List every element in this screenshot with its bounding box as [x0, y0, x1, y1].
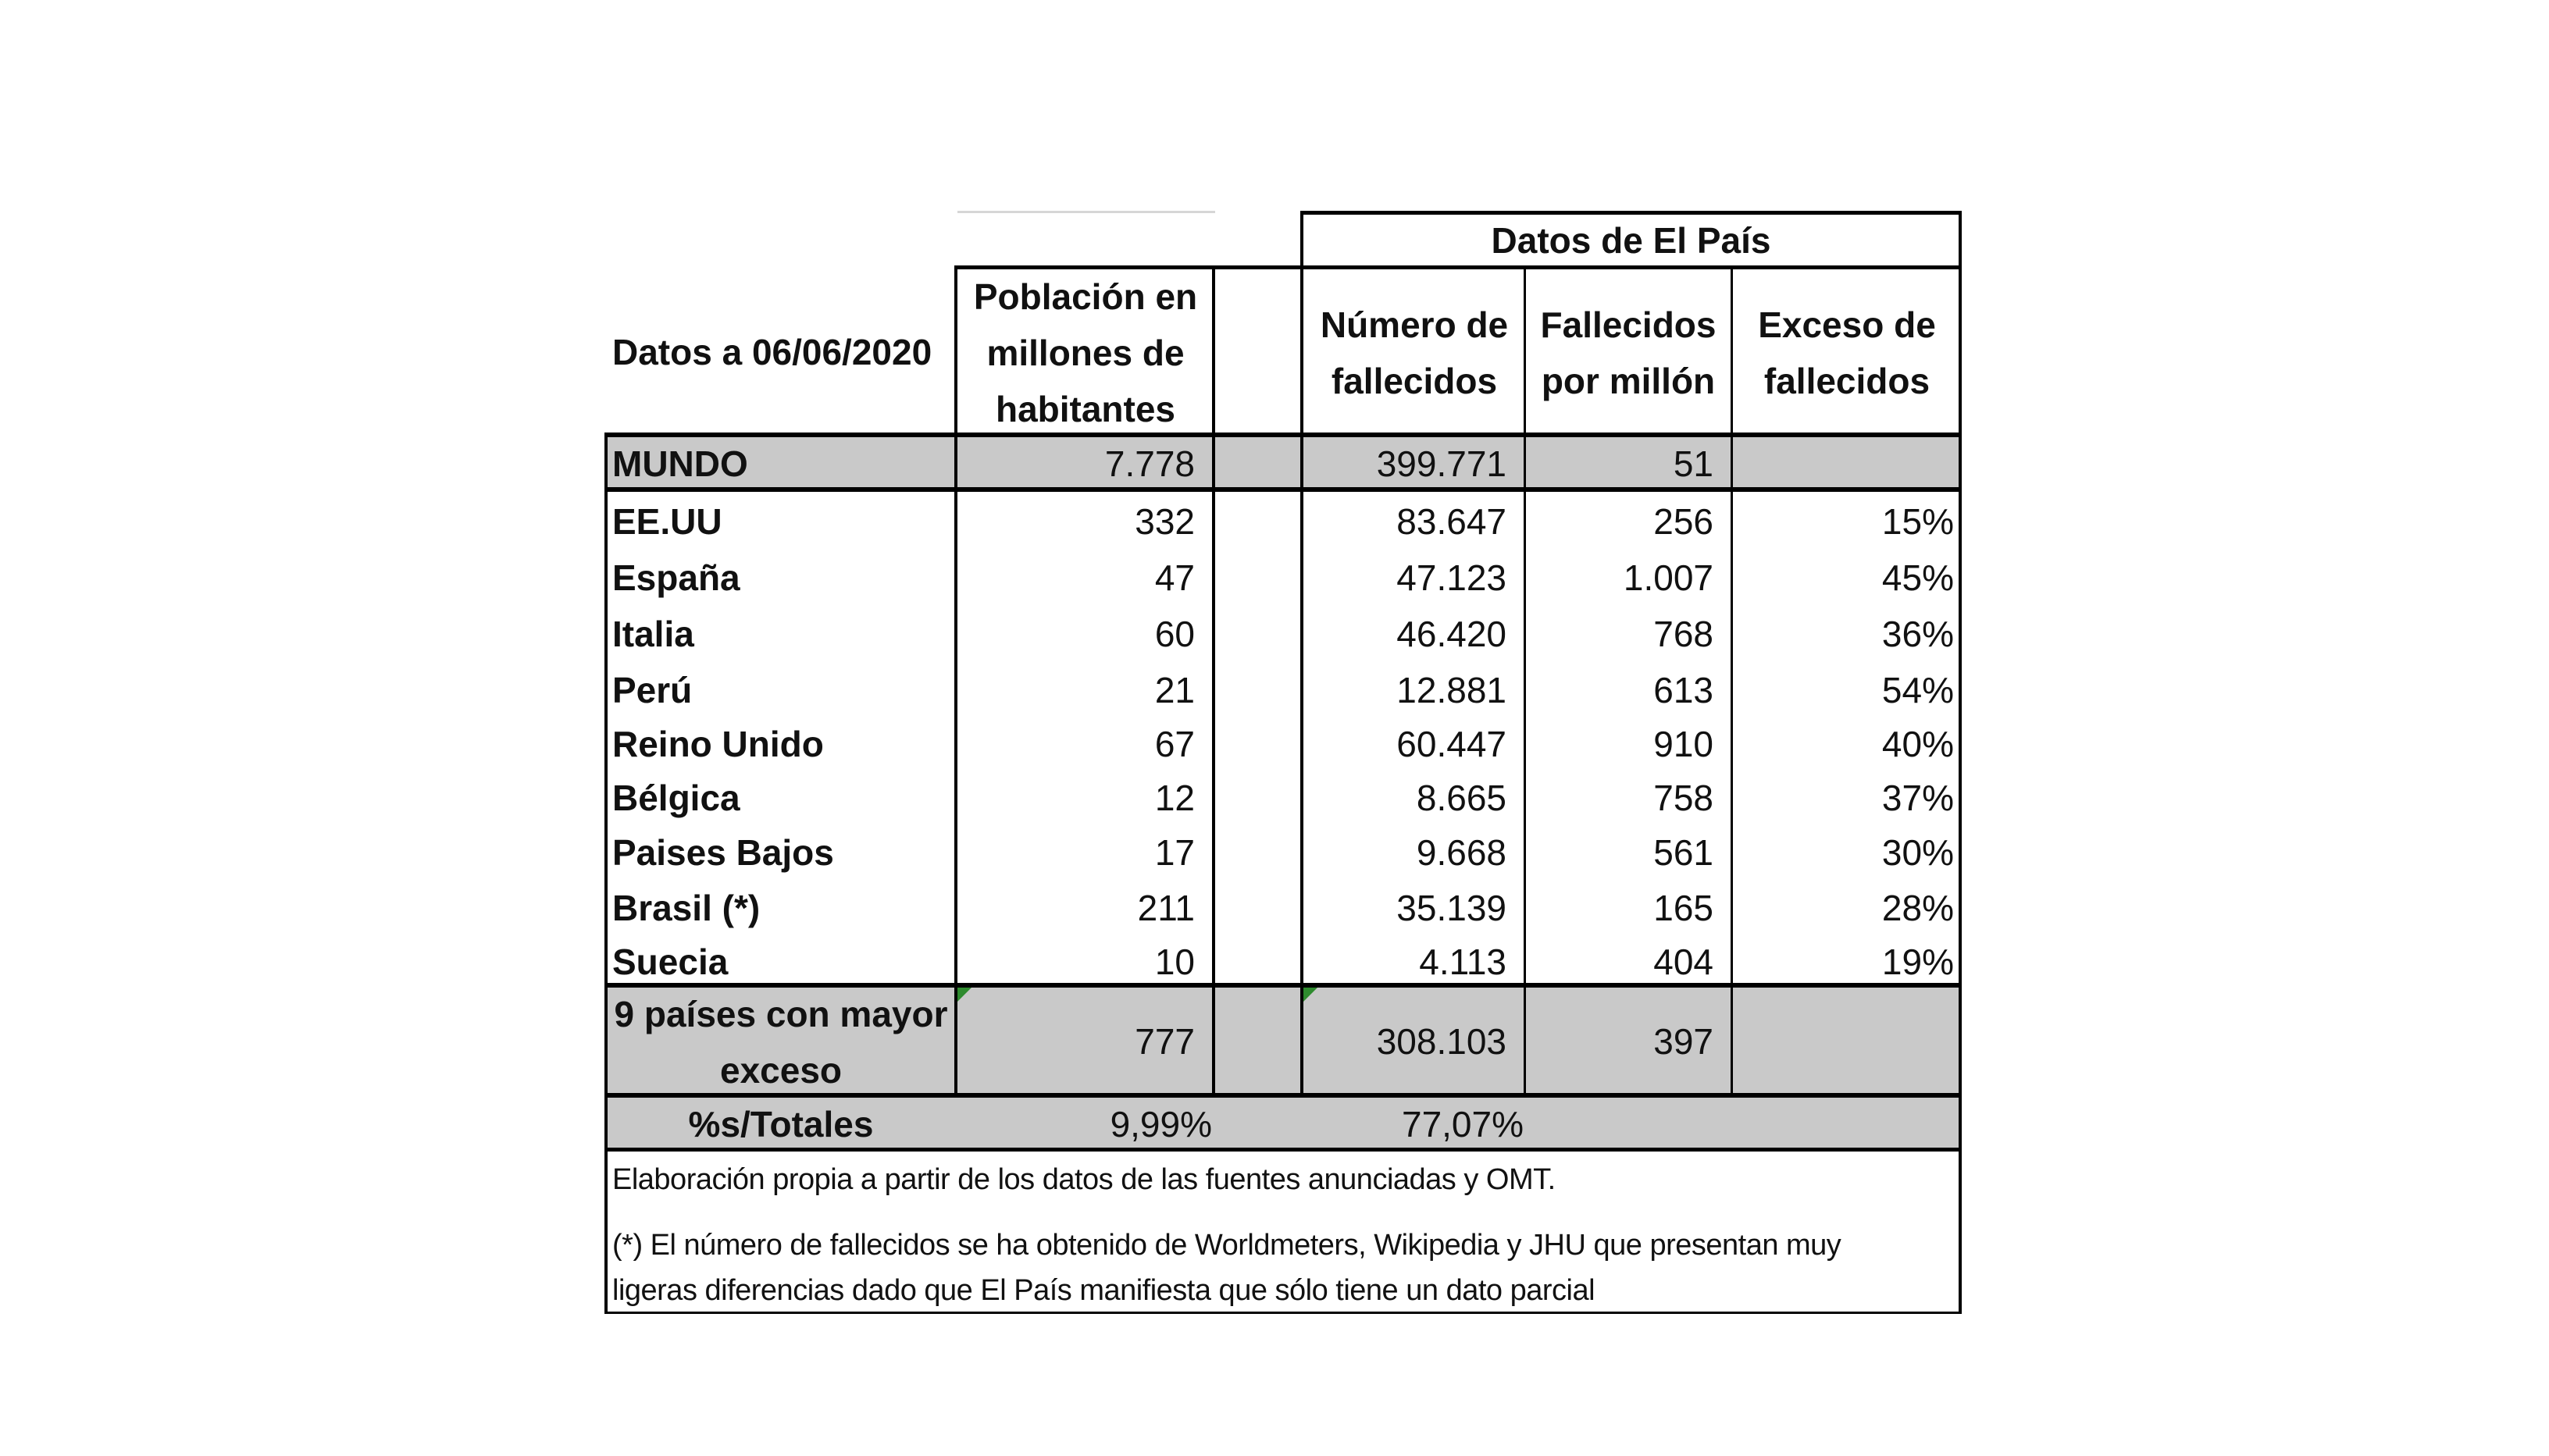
country-name: Bélgica: [612, 778, 740, 818]
totals-label: %s/Totales: [688, 1104, 874, 1145]
country-exceso: 36%: [1881, 614, 1954, 654]
country-poblacion: 67: [1154, 724, 1195, 764]
por-millon-header: Fallecidos por millón: [1540, 304, 1717, 401]
country-name: EE.UU: [612, 501, 722, 542]
country-por-millon: 165: [1653, 888, 1713, 928]
subtotal-por-millon: 397: [1653, 1021, 1713, 1062]
country-exceso: 30%: [1881, 832, 1954, 873]
notes-bottom-line: [604, 1312, 1962, 1314]
cell-comment-marker: [957, 988, 971, 1002]
country-exceso: 45%: [1881, 557, 1954, 598]
country-name: Italia: [612, 614, 694, 654]
subtotal-bottom-line: [604, 1093, 1962, 1098]
country-fallecidos: 35.139: [1396, 888, 1506, 928]
country-fallecidos: 12.881: [1396, 670, 1506, 710]
country-por-millon: 758: [1653, 778, 1713, 818]
country-name: Suecia: [612, 942, 729, 982]
country-exceso: 54%: [1881, 670, 1954, 710]
country-poblacion: 332: [1135, 501, 1195, 542]
mundo-bottom-line: [604, 487, 1962, 492]
country-name: Reino Unido: [612, 724, 824, 764]
country-exceso: 40%: [1881, 724, 1954, 764]
country-poblacion: 211: [1137, 888, 1195, 928]
country-fallecidos: 60.447: [1396, 724, 1506, 764]
date-label: Datos a 06/06/2020: [612, 332, 932, 372]
country-poblacion: 47: [1154, 557, 1195, 598]
subtotal-label-line1: 9 países con mayor: [614, 994, 948, 1034]
country-por-millon: 613: [1653, 670, 1713, 710]
exceso-header: Exceso de fallecidos: [1758, 304, 1936, 401]
country-poblacion: 12: [1154, 778, 1195, 818]
subtotal-fallecidos: 308.103: [1376, 1021, 1506, 1062]
country-exceso: 19%: [1881, 942, 1954, 982]
mundo-top-line: [604, 433, 1962, 437]
country-name: España: [612, 557, 740, 598]
country-por-millon: 561: [1653, 832, 1713, 873]
note-asterisk-line2: ligeras diferencias dado que El País manifiesta que sólo tiene un dato parcial: [612, 1274, 1595, 1307]
country-por-millon: 768: [1653, 614, 1713, 654]
subtotal-poblacion: 777: [1135, 1021, 1195, 1062]
mundo-fallecidos: 399.771: [1376, 443, 1506, 484]
note-source: Elaboración propia a partir de los datos de las fuentes anunciadas y OMT.: [612, 1163, 1556, 1196]
poblacion-header: Población en millones de habitantes: [973, 276, 1198, 429]
mundo-por-millon: 51: [1673, 443, 1713, 484]
country-fallecidos: 8.665: [1416, 778, 1506, 818]
country-poblacion: 17: [1154, 832, 1195, 873]
country-por-millon: 404: [1653, 942, 1713, 982]
mundo-poblacion: 7.778: [1104, 443, 1195, 484]
country-por-millon: 910: [1653, 724, 1713, 764]
faint-top-line: [957, 211, 1215, 213]
cell-comment-marker: [1303, 988, 1317, 1002]
country-poblacion: 10: [1154, 942, 1195, 982]
subtotal-top-line: [604, 983, 1962, 988]
group-header: Datos de El País: [1491, 220, 1771, 261]
right-border: [1959, 211, 1962, 1314]
totals-fallecidos-pct: 77,07%: [1401, 1104, 1524, 1145]
group-header-top: [1302, 211, 1962, 215]
country-poblacion: 21: [1154, 670, 1195, 710]
totals-bottom-line: [604, 1148, 1962, 1152]
totals-poblacion-pct: 9,99%: [1110, 1104, 1212, 1145]
numero-header: Número de fallecidos: [1320, 304, 1509, 401]
mundo-label: MUNDO: [612, 443, 748, 484]
country-fallecidos: 4.113: [1419, 942, 1506, 982]
country-exceso: 28%: [1881, 888, 1954, 928]
country-exceso: 15%: [1881, 501, 1954, 542]
country-name: Paises Bajos: [612, 832, 834, 873]
country-name: Perú: [612, 670, 693, 710]
poblacion-right-line: [1212, 265, 1215, 1095]
country-fallecidos: 47.123: [1396, 557, 1506, 598]
country-fallecidos: 46.420: [1396, 614, 1506, 654]
subtotal-label-line2: exceso: [719, 1050, 842, 1091]
country-poblacion: 60: [1154, 614, 1195, 654]
country-fallecidos: 83.647: [1396, 501, 1506, 542]
country-por-millon: 256: [1653, 501, 1713, 542]
country-fallecidos: 9.668: [1416, 832, 1506, 873]
country-exceso: 37%: [1881, 778, 1954, 818]
note-asterisk-line1: (*) El número de fallecidos se ha obtenido de Worldmeters, Wikipedia y JHU que presentan muy: [612, 1229, 1841, 1262]
country-name: Brasil (*): [612, 888, 761, 928]
country-por-millon: 1.007: [1623, 557, 1713, 598]
